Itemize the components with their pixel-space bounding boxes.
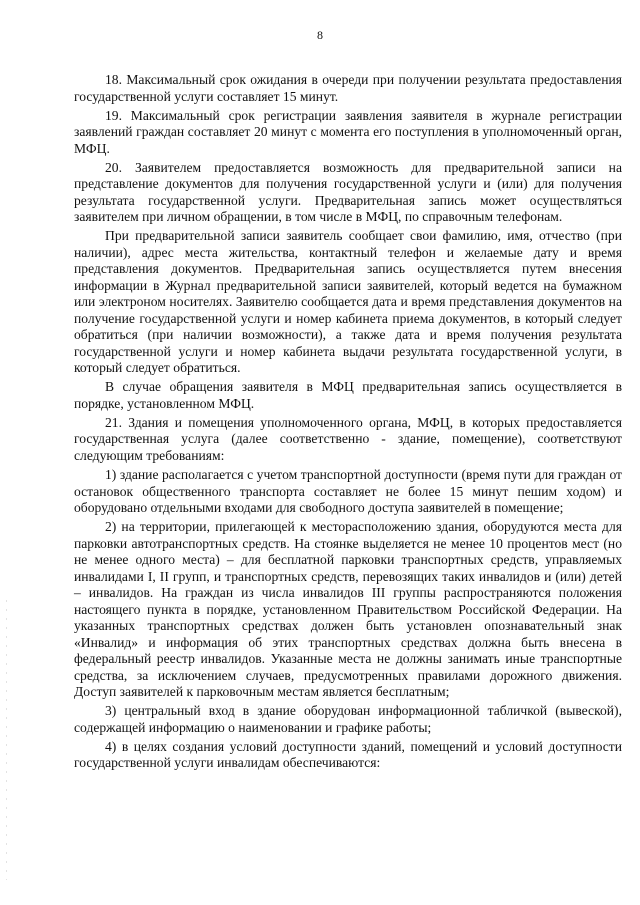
paragraph-21-item-3: 3) центральный вход в здание оборудован информационной табличкой (вывеской), содержащей информацию о наименовании и графике работы; bbox=[74, 703, 622, 735]
paragraph-18: 18. Максимальный срок ожидания в очереди при получении результата предоставления государственной услуги составляет 15 минут. bbox=[74, 72, 622, 104]
scan-edge-artifact bbox=[6, 600, 7, 880]
paragraph-19: 19. Максимальный срок регистрации заявления заявителя в журнале регистрации заявлений граждан составляет 20 минут с момента его поступления в уполномоченный орган, МФЦ. bbox=[74, 107, 622, 156]
paragraph-mfc-preregistration: В случае обращения заявителя в МФЦ предварительная запись осуществляется в порядке, установленном МФЦ. bbox=[74, 379, 622, 411]
paragraph-21-item-4: 4) в целях создания условий доступности зданий, помещений и условий доступности государственной услуги инвалидам обеспечиваются: bbox=[74, 738, 622, 771]
paragraph-21-item-2: 2) на территории, прилегающей к месторасположению здания, оборудуются места для парковки автотранспортных средств. На стоянке выделяется не менее 10 процентов мест (но не менее одного места) – для бесплатной парковки транспортных средств, управляемых инвалидами I, II групп, и транспортных средств, перевозящих таких инвалидов и (или) детей – инвалидов. На граждан из числа инвалидов III группы распространяются положения настоящего пункта в порядке, установленном Правительством Российской Федерации. На указанных транспортных средствах должен быть установлен опознавательный знак «Инвалид» и информация об этих транспортных средствах должна быть внесена в федеральный реестр инвалидов. Указанные места не должны занимать иные транспортные средства, за исключением случаев, предусмотренных правилами дорожного движения. Доступ заявителей к парковочным местам является бесплатным; bbox=[74, 519, 622, 700]
page-number: 8 bbox=[317, 28, 323, 42]
paragraph-preregistration: При предварительной записи заявитель сообщает свои фамилию, имя, отчество (при наличии), адрес места жительства, контактный телефон и желаемые дату и время представления документов. Предварительная запись осуществляется путем внесения информации в Журнал предварительной записи заявителей, который ведется на бумажном или электроном носителях. Заявителю сообщается дата и время представления документов на получение государственной услуги и номер кабинета приема документов, в который следует обратиться (при наличии возможности), а также дата и время получения результата государственной услуги и номер кабинета выдачи результата государственной услуги, в который следует обратиться. bbox=[74, 228, 622, 376]
document-body bbox=[74, 72, 622, 774]
paragraph-21: 21. Здания и помещения уполномоченного органа, МФЦ, в которых предоставляется государственная услуга (далее соответственно - здание, помещение), соответствуют следующим требованиям: bbox=[74, 414, 622, 463]
paragraph-21-item-1: 1) здание располагается с учетом транспортной доступности (время пути для граждан от остановок общественного транспорта составляет не более 15 минут пешим ходом) и оборудовано отдельными входами для свободного доступа заявителей в помещение; bbox=[74, 467, 622, 516]
paragraph-20: 20. Заявителем предоставляется возможность для предварительной записи на представление документов для получения государственной услуги и (или) для получения результата государственной услуги. Предварительная запись может осуществляться заявителем при личном обращении, в том числе в МФЦ, по справочным телефонам. bbox=[74, 159, 622, 225]
